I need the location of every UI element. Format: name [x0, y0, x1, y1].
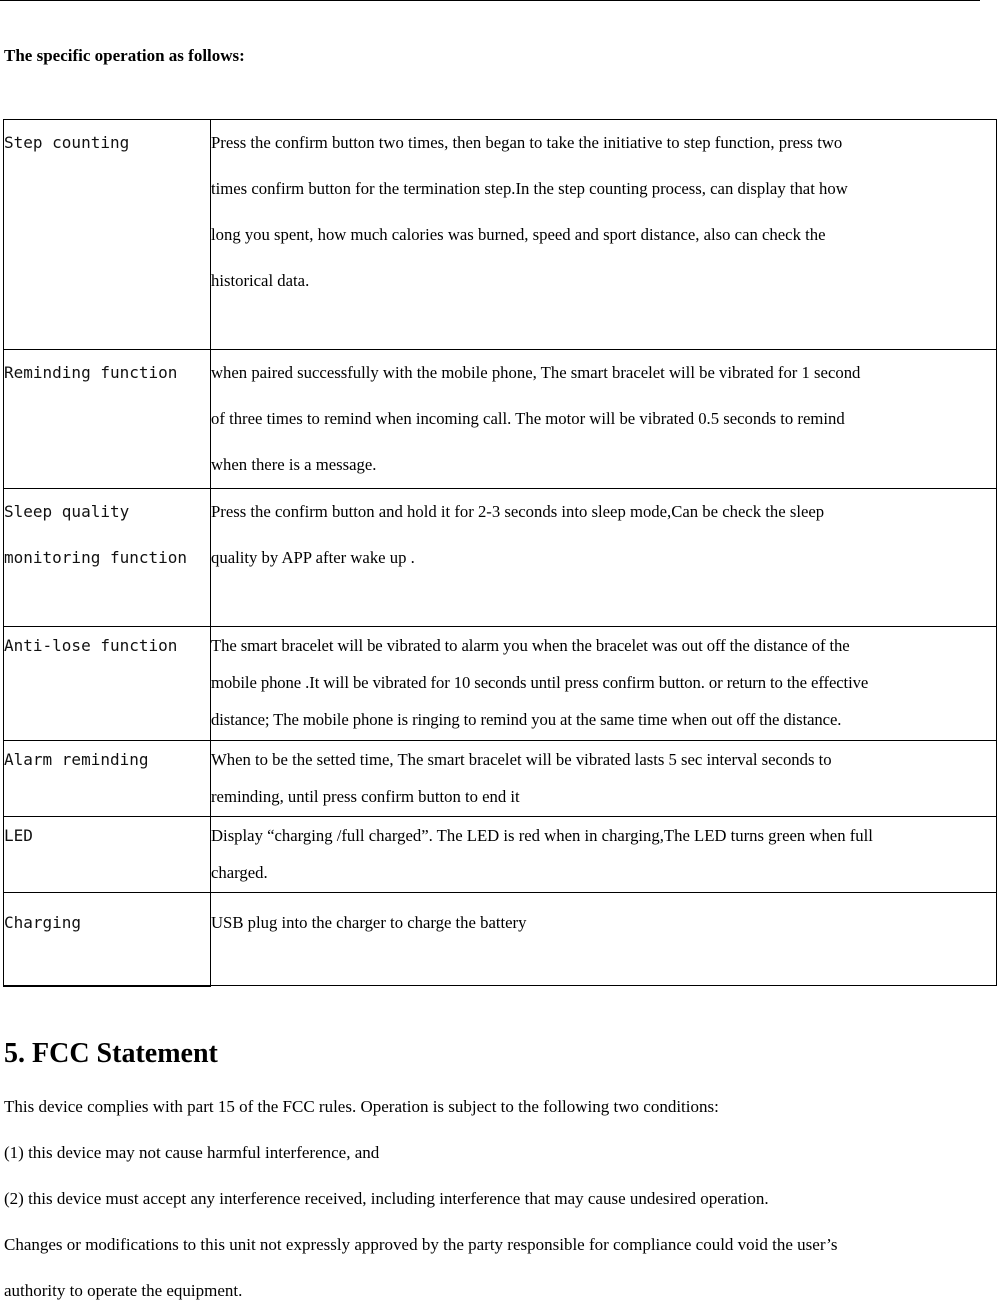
function-name: Anti-lose function [4, 636, 178, 655]
function-name: Step counting [4, 133, 130, 152]
description-line: When to be the setted time, The smart bracelet will be vibrated lasts 5 sec interval seconds to [211, 750, 832, 769]
table-row [4, 120, 997, 350]
function-name: Alarm reminding [4, 750, 149, 769]
fcc-paragraph: (2) this device must accept any interference received, including interference that may cause undesired operation. [4, 1189, 769, 1208]
function-description-cell [211, 120, 997, 350]
fcc-paragraph: This device complies with part 15 of the FCC rules. Operation is subject to the following two conditions: [4, 1097, 719, 1116]
header-rule [0, 0, 980, 1]
function-table [3, 119, 997, 987]
function-name: monitoring function [4, 548, 188, 567]
description-line: Press the confirm button two times, then began to take the initiative to step function, press two [211, 133, 843, 152]
function-name-cell [4, 350, 211, 489]
function-description-cell [211, 489, 997, 627]
description-line: when paired successfully with the mobile phone, The smart bracelet will be vibrated for 1 second [211, 363, 861, 382]
description-line: long you spent, how much calories was burned, speed and sport distance, also can check the [211, 225, 826, 244]
fcc-statement-title: 5. FCC Statement [4, 1038, 218, 1069]
function-description-cell [211, 741, 997, 817]
function-description-cell [211, 350, 997, 489]
function-description-cell [211, 627, 997, 741]
description-line: of three times to remind when incoming call. The motor will be vibrated 0.5 seconds to remind [211, 409, 845, 428]
fcc-statement-body [4, 1084, 837, 1314]
function-name-cell [4, 741, 211, 817]
description-line: Display “charging /full charged”. The LED is red when in charging,The LED turns green when full [211, 826, 873, 845]
function-description-cell [211, 817, 997, 893]
table-row [4, 741, 997, 817]
function-description-cell [211, 893, 997, 986]
fcc-paragraph: (1) this device may not cause harmful interference, and [4, 1143, 380, 1162]
description-line: mobile phone .It will be vibrated for 10 seconds until press confirm button. or return to the effective [211, 673, 869, 692]
table-row [4, 817, 997, 893]
description-line: distance; The mobile phone is ringing to remind you at the same time when out off the distance. [211, 710, 842, 729]
fcc-paragraph: authority to operate the equipment. [4, 1281, 243, 1300]
intro-heading: The specific operation as follows: [4, 46, 245, 65]
table-row [4, 627, 997, 741]
function-name-cell [4, 817, 211, 893]
table-row [4, 893, 997, 986]
function-name-cell [4, 489, 211, 627]
function-name-cell [4, 120, 211, 350]
description-line: Press the confirm button and hold it for 2-3 seconds into sleep mode,Can be check the sleep [211, 502, 825, 521]
description-line: times confirm button for the termination step.In the step counting process, can display that how [211, 179, 848, 198]
description-line: when there is a message. [211, 455, 377, 474]
description-line: reminding, until press confirm button to end it [211, 787, 520, 806]
function-name-cell [4, 893, 211, 986]
function-name: Reminding function [4, 363, 178, 382]
function-name: Sleep quality [4, 502, 130, 521]
function-name-cell [4, 627, 211, 741]
function-name: LED [4, 826, 33, 845]
description-line: historical data. [211, 271, 310, 290]
description-line: USB plug into the charger to charge the battery [211, 913, 527, 932]
description-line: The smart bracelet will be vibrated to alarm you when the bracelet was out off the distance of the [211, 636, 850, 655]
table-row [4, 350, 997, 489]
fcc-paragraph: Changes or modifications to this unit not expressly approved by the party responsible for compliance could void the user’s [4, 1235, 838, 1254]
function-name: Charging [4, 913, 82, 932]
description-line: charged. [211, 863, 268, 882]
table-row [4, 489, 997, 627]
description-line: quality by APP after wake up . [211, 548, 415, 567]
